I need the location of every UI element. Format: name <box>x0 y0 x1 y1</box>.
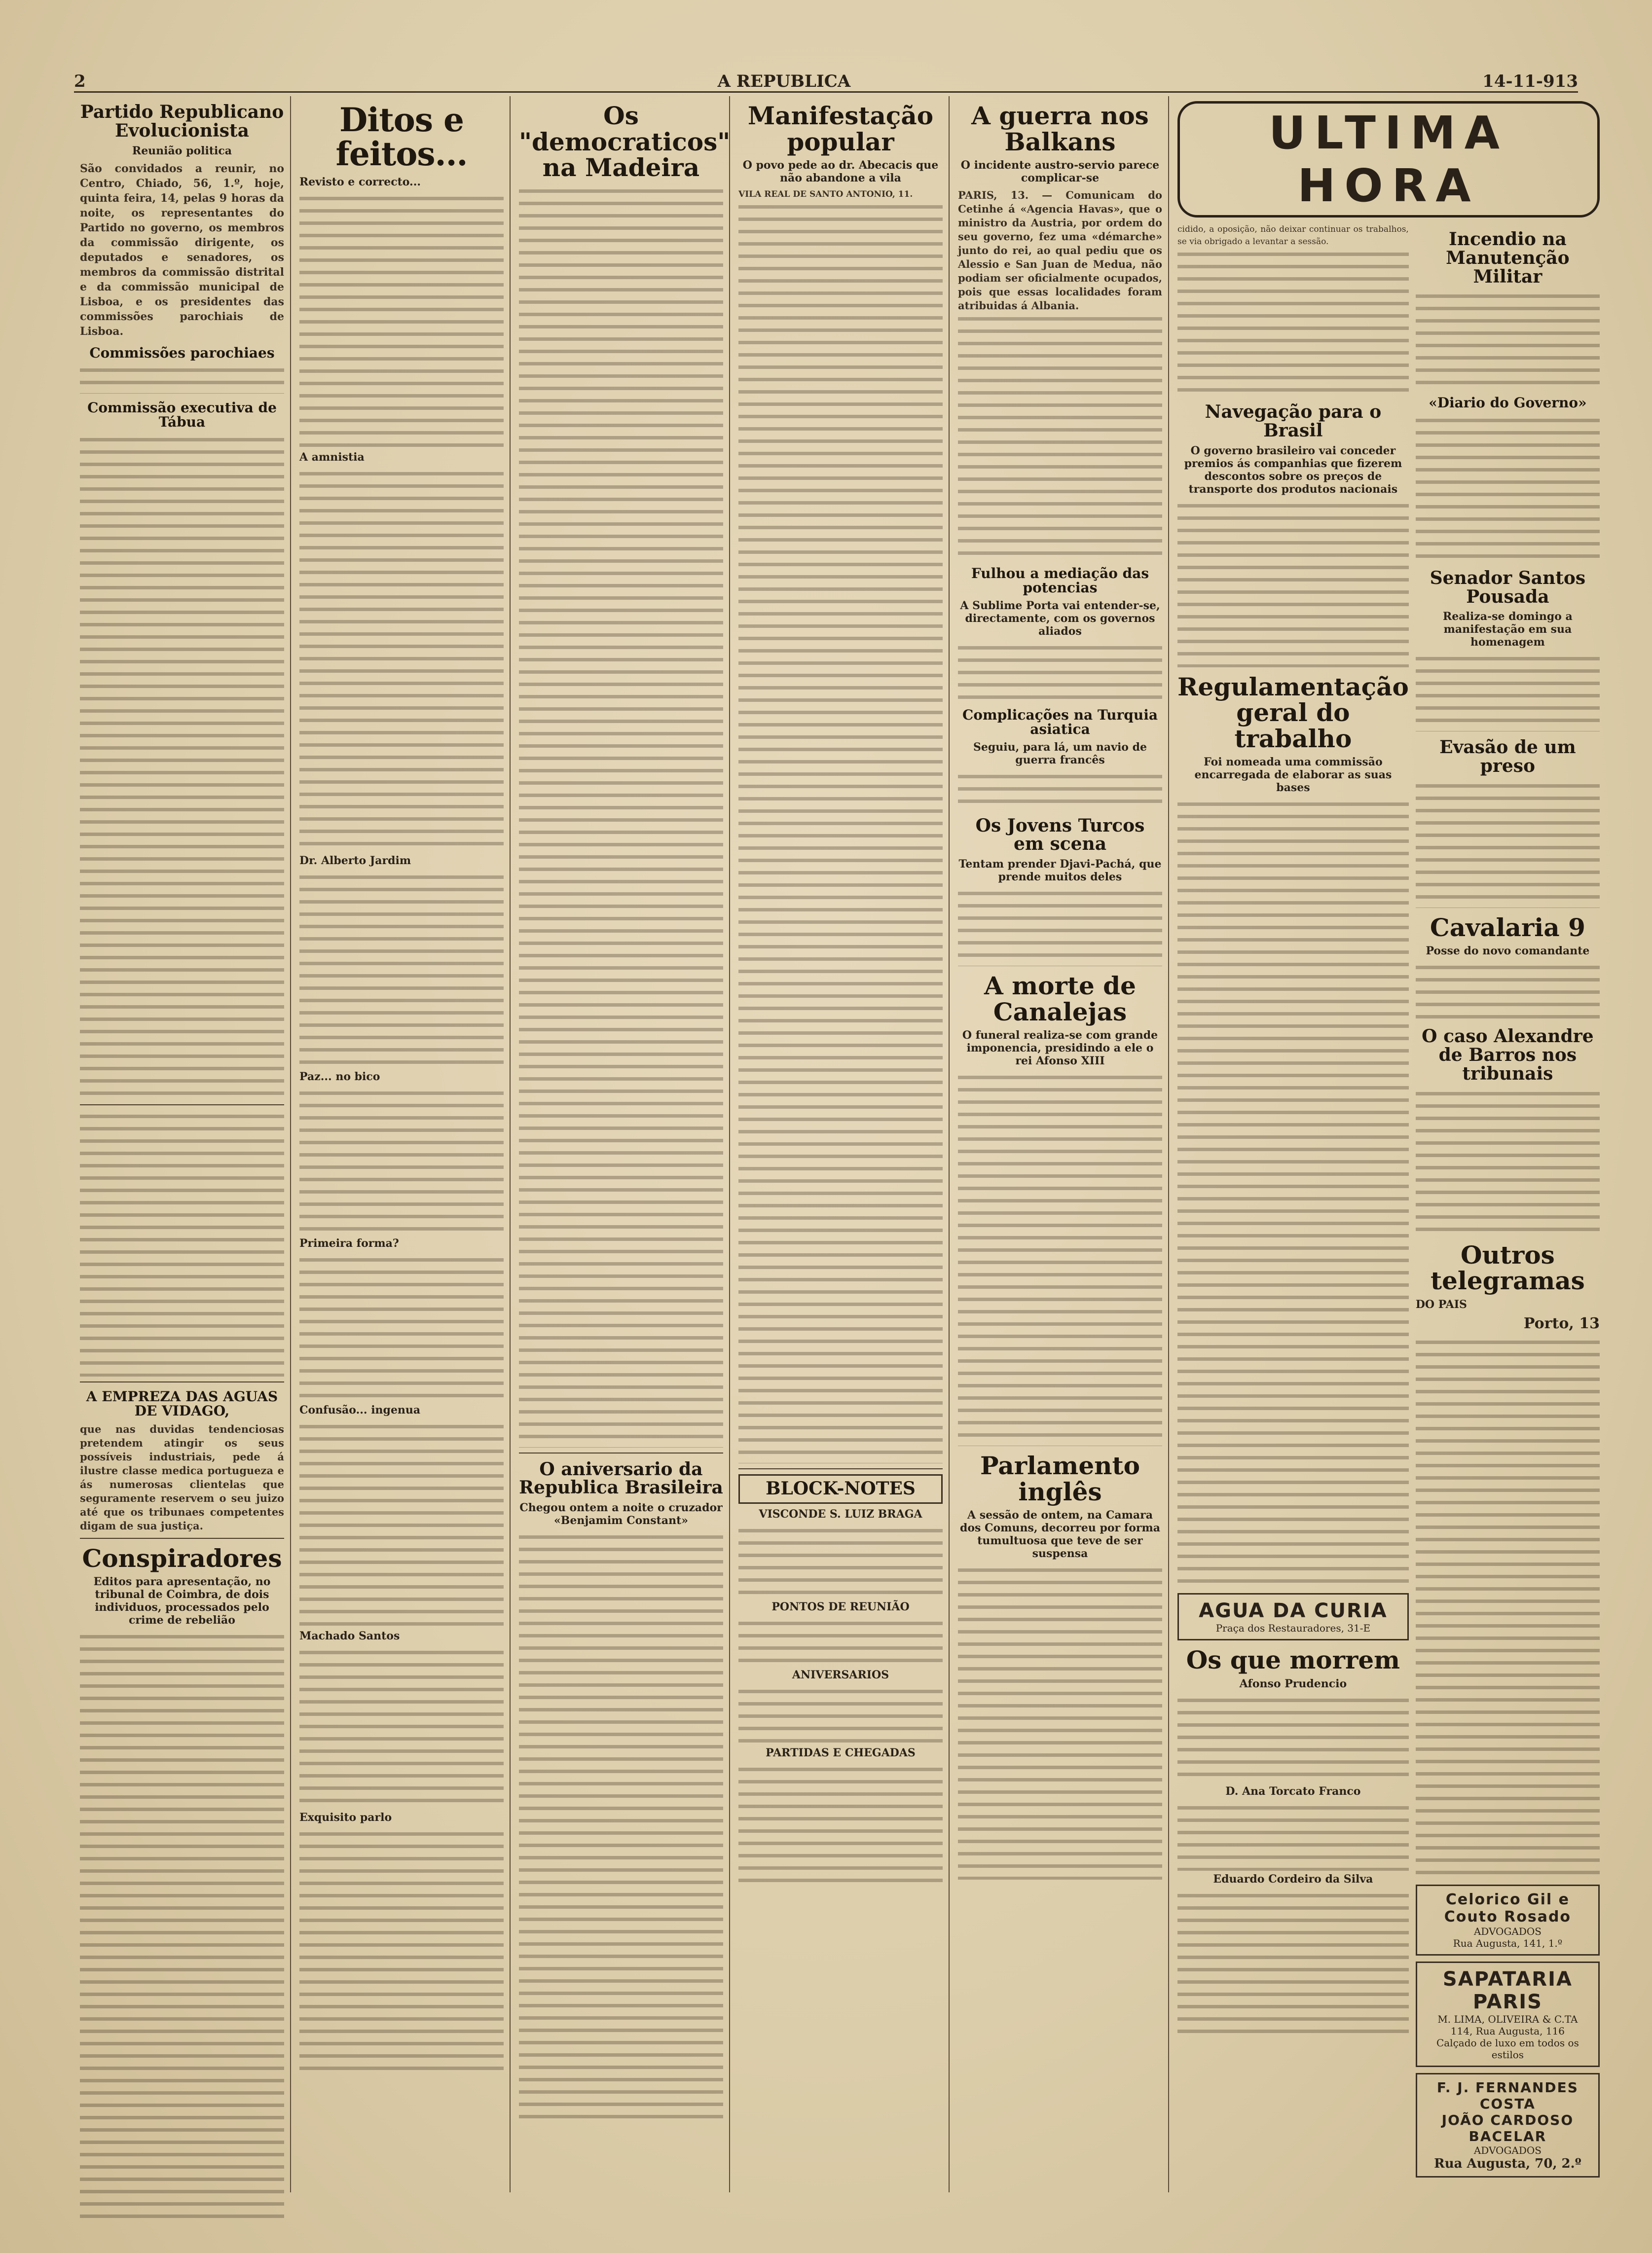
column-4 <box>733 96 950 2192</box>
column-3 <box>513 96 730 2192</box>
headline-diario-governo: «Diario do Governo» <box>1429 395 1587 411</box>
subhead-navegacao: O governo brasileiro vai conceder premios ás companhias que fizerem descontos sobre os preços de transporte dos produtos nacionais <box>1184 444 1402 496</box>
ad-advogados-line2: ADVOGADOS <box>1473 2144 1542 2156</box>
page-number: 2 <box>74 72 86 91</box>
ad-advogados <box>1416 2073 1600 2178</box>
article-body-text <box>1416 961 1600 1020</box>
subhead-manifestacao: O povo pede ao dr. Abecacis que não abandone a vila <box>742 159 939 184</box>
headline-conspiradores: Conspiradores <box>82 1543 282 1573</box>
divider <box>80 1381 284 1382</box>
subhead-paz: Paz... no bico <box>299 1070 380 1083</box>
article-body-text <box>299 1087 504 1235</box>
article-body-text <box>1177 248 1409 396</box>
headline-navegacao: Navegação para o Brasil <box>1205 401 1382 441</box>
article-body-text <box>1177 798 1409 1587</box>
article-body-text <box>299 1254 504 1402</box>
headline-vidago: A EMPREZA DAS AGUAS DE VIDAGO, <box>86 1388 278 1419</box>
divider <box>80 1538 284 1539</box>
obituary-name-1: Afonso Prudencio <box>1239 1677 1347 1690</box>
article-body-text <box>299 468 504 852</box>
article-body-text <box>738 1617 943 1667</box>
divider <box>519 1453 723 1454</box>
ad-agua-curia <box>1177 1593 1409 1640</box>
ad-sapataria-line1: M. LIMA, OLIVEIRA & C.TA <box>1437 2013 1578 2025</box>
subhead-jovens-turcos: Tentam prender Djavi-Pachá, que prende muitos deles <box>958 858 1162 884</box>
ad-celorico-title: Celorico Gil e Couto Rosado <box>1444 1890 1572 1926</box>
ad-sapataria-line3: Calçado de luxo em todos os estilos <box>1436 2036 1579 2061</box>
subhead-balkans: O incidente austro-servio parece complicar-se <box>960 159 1160 184</box>
article-body-text <box>958 313 1162 559</box>
column-5 <box>952 96 1169 2192</box>
article-body-text <box>958 642 1162 701</box>
article-body-text <box>299 1646 504 1809</box>
ad-sapataria-line2: 114, Rua Augusta, 116 <box>1450 2025 1565 2037</box>
headline-evasao: Evasão de um preso <box>1439 737 1576 777</box>
subhead-aniversarios: ANIVERSARIOS <box>792 1668 889 1681</box>
ad-sapataria-paris <box>1416 1962 1600 2067</box>
subhead-do-pais: DO PAIS <box>1415 1298 1467 1311</box>
headline-turquia: Complicações na Turquia asiatica <box>962 706 1158 738</box>
article-body-text <box>738 1763 943 1887</box>
ad-advogados-line1: JOÃO CARDOSO BACELAR <box>1441 2111 1574 2144</box>
article-body-text <box>299 192 504 449</box>
ad-sapataria-title: SAPATARIA PARIS <box>1442 1967 1573 2013</box>
subhead-cavalaria: Posse do novo comandante <box>1426 945 1590 958</box>
ad-celorico-line1: ADVOGADOS <box>1473 1925 1542 1937</box>
ultima-hora-right <box>1416 223 1600 2183</box>
subhead-primeira: Primeira forma? <box>299 1236 399 1250</box>
obituary-name-3: Eduardo Cordeiro da Silva <box>1213 1872 1373 1886</box>
notice-vidago: que nas duvidas tendenciosas pretendem atingir os seus possíveis industriais, pede á ilustre classe medica portugueza e ás numerosas clientelas que seguramente reservem o seu juizo até que os tribunaes competentes digam de sua justiça. <box>80 1422 288 1532</box>
column-1 <box>74 96 291 2192</box>
article-body-text <box>1416 290 1600 389</box>
headline-tabua: Commissão executiva de Tábua <box>87 399 277 431</box>
banner-ultima-hora: ULTIMA HORA <box>1177 101 1600 218</box>
column-2 <box>294 96 511 2192</box>
headline-democraticos: Os "democraticos" na Madeira <box>519 101 731 182</box>
headline-aniversario-brasil: O aniversario da Republica Brasileira <box>519 1458 723 1498</box>
article-body-text <box>738 201 943 1463</box>
subhead-reuniao: Reunião politica <box>132 144 232 157</box>
divider <box>80 1104 284 1105</box>
article-body-text <box>1177 1890 1409 2037</box>
article-body-text <box>1416 1336 1600 1879</box>
subhead-exquisito: Exquisito parlo <box>299 1811 392 1824</box>
headline-os-que-morrem: Os que morrem <box>1186 1645 1400 1675</box>
obituary-name-2: D. Ana Torcato Franco <box>1225 1784 1361 1798</box>
headline-ditos-feitos: Ditos e feitos... <box>335 101 468 174</box>
article-body-text <box>1416 1088 1600 1236</box>
headline-jovens-turcos: Os Jovens Turcos em scena <box>975 815 1145 855</box>
article-body-text <box>958 1564 1162 1880</box>
ad-celorico <box>1416 1885 1600 1956</box>
article-body-text <box>958 1071 1162 1446</box>
article-body-text <box>80 434 284 1099</box>
column-6 <box>1172 96 1606 2192</box>
article-body-text <box>299 1828 504 2074</box>
issue-date: 14-11-913 <box>1482 72 1578 91</box>
dateline-porto: Porto, 13 <box>1523 1314 1600 1332</box>
subhead-jardim: Dr. Alberto Jardim <box>299 854 411 867</box>
ad-agua-curia-address: Praça dos Restauradores, 31-E <box>1215 1622 1371 1635</box>
subhead-pontos: PONTOS DE REUNIÃO <box>771 1600 910 1613</box>
article-body-text <box>1416 780 1600 908</box>
subhead-benjamim: Chegou ontem a noite o cruzador «Benjamim Constant» <box>519 1501 723 1527</box>
article-body-text <box>80 1110 284 1377</box>
headline-mediacao: Fulhou a mediação das potencias <box>971 565 1149 596</box>
dateline-vila-real: VILA REAL DE SANTO ANTONIO, 11. <box>738 189 913 199</box>
article-body-text <box>519 1531 723 2123</box>
article-body-text <box>299 871 504 1068</box>
article-reuniao: São convidados a reunir, no Centro, Chiado, 56, 1.º, hoje, quinta feira, 14, pelas 9 horas da noite, os representantes do Partido no governo, os membros da commissão dirigente, os deputados e senadores, os membros da commissão distrital e da commissão municipal de Lisboa, e os presidentes das commissões parochiais de Lisboa. <box>80 162 288 338</box>
article-continuation: cidido, a oposição, não deixar continuar os trabalhos, se via obrigado a levantar a sessão. <box>1177 224 1412 247</box>
page-header <box>74 67 1578 93</box>
headline-cavalaria: Cavalaria 9 <box>1430 912 1585 942</box>
article-body-text <box>958 887 1162 966</box>
columns <box>74 96 1600 2192</box>
subhead-confusao: Confusão... ingenua <box>299 1403 421 1417</box>
headline-alexandre: O caso Alexandre de Barros nos tribunais <box>1422 1026 1594 1085</box>
subhead-canalejas: O funeral realiza-se com grande imponencia, presidindo a ele o rei Afonso XIII <box>962 1029 1158 1068</box>
headline-commissoes: Commissões parochiaes <box>89 344 275 361</box>
ad-advogados-line3: Rua Augusta, 70, 2.º <box>1434 2156 1581 2171</box>
headline-balkans: A guerra nos Balkans <box>971 101 1149 156</box>
article-body-text <box>738 1685 943 1744</box>
subhead-revisto: Revisto e correcto... <box>299 175 421 188</box>
ultima-hora-left <box>1177 223 1412 2183</box>
headline-block-notes: BLOCK-NOTES <box>738 1474 943 1504</box>
ultima-hora-columns <box>1177 223 1600 2183</box>
subhead-senador: Realiza-se domingo a manifestação em sua homenagem <box>1442 610 1573 649</box>
article-body-text <box>299 1420 504 1628</box>
subhead-machado: Machado Santos <box>299 1629 400 1642</box>
headline-outros-telegramas: Outros telegramas <box>1430 1240 1585 1296</box>
article-body-text <box>1177 1802 1409 1871</box>
ad-advogados-title: F. J. FERNANDES COSTA <box>1436 2079 1579 2112</box>
subhead-parlamento: A sessão de ontem, na Camara dos Comuns, decorreu por forma tumultuosa que teve de ser suspensa <box>959 1509 1161 1561</box>
article-body-text <box>80 1631 284 2222</box>
ad-celorico-line2: Rua Augusta, 141, 1.º <box>1453 1937 1563 1949</box>
subhead-regulamentacao: Foi nomeada uma commissão encarregada de elaborar as suas bases <box>1194 756 1392 795</box>
subhead-turquia: Seguiu, para lá, um navio de guerra francês <box>973 740 1147 766</box>
article-body-text <box>80 364 284 394</box>
article-body-text <box>958 770 1162 810</box>
subhead-amnistia: A amnistia <box>299 450 365 464</box>
article-body-text <box>1177 500 1409 667</box>
ad-agua-curia-title: AGUA DA CURIA <box>1199 1599 1388 1623</box>
headline-manifestacao: Manifestação popular <box>747 101 934 156</box>
article-body-text <box>519 185 723 1448</box>
article-balkans-lead: PARIS, 13. — Comunicam do Cetinhe á «Agencia Havas», que o ministro da Austria, por ordem do seu governo, fez uma «démarche» junto do rei, ao qual pediu que os Alessio e San Juan de Medua, não podiam ser oficialmente ocupados, pois que essas localidades foram atribuidas á Albania. <box>958 189 1166 312</box>
masthead-title: A REPUBLICA <box>717 72 851 91</box>
article-body-text <box>1416 414 1600 562</box>
subhead-mediacao: A Sublime Porta vai entender-se, directamente, com os governos aliados <box>960 599 1160 638</box>
headline-regulamentacao: Regulamentação geral do trabalho <box>1177 672 1409 753</box>
headline-partido: Partido Republicano Evolucionista <box>80 102 284 141</box>
divider <box>738 1468 943 1469</box>
subhead-conspiradores: Editos para apresentação, no tribunal de Coimbra, de dois individuos, processados pelo crime de rebelião <box>93 1575 271 1627</box>
headline-senador: Senador Santos Pousada <box>1430 567 1586 607</box>
article-body-text <box>1416 653 1600 731</box>
headline-canalejas: A morte de Canalejas <box>984 971 1136 1026</box>
headline-incendio: Incendio na Manutenção Militar <box>1446 229 1570 287</box>
article-body-text <box>1177 1694 1409 1783</box>
subhead-partidas: PARTIDAS E CHEGADAS <box>766 1746 916 1759</box>
article-body-text <box>738 1525 943 1599</box>
subhead-visconde: VISCONDE S. LUIZ BRAGA <box>759 1507 922 1521</box>
headline-parlamento: Parlamento inglês <box>980 1451 1140 1506</box>
